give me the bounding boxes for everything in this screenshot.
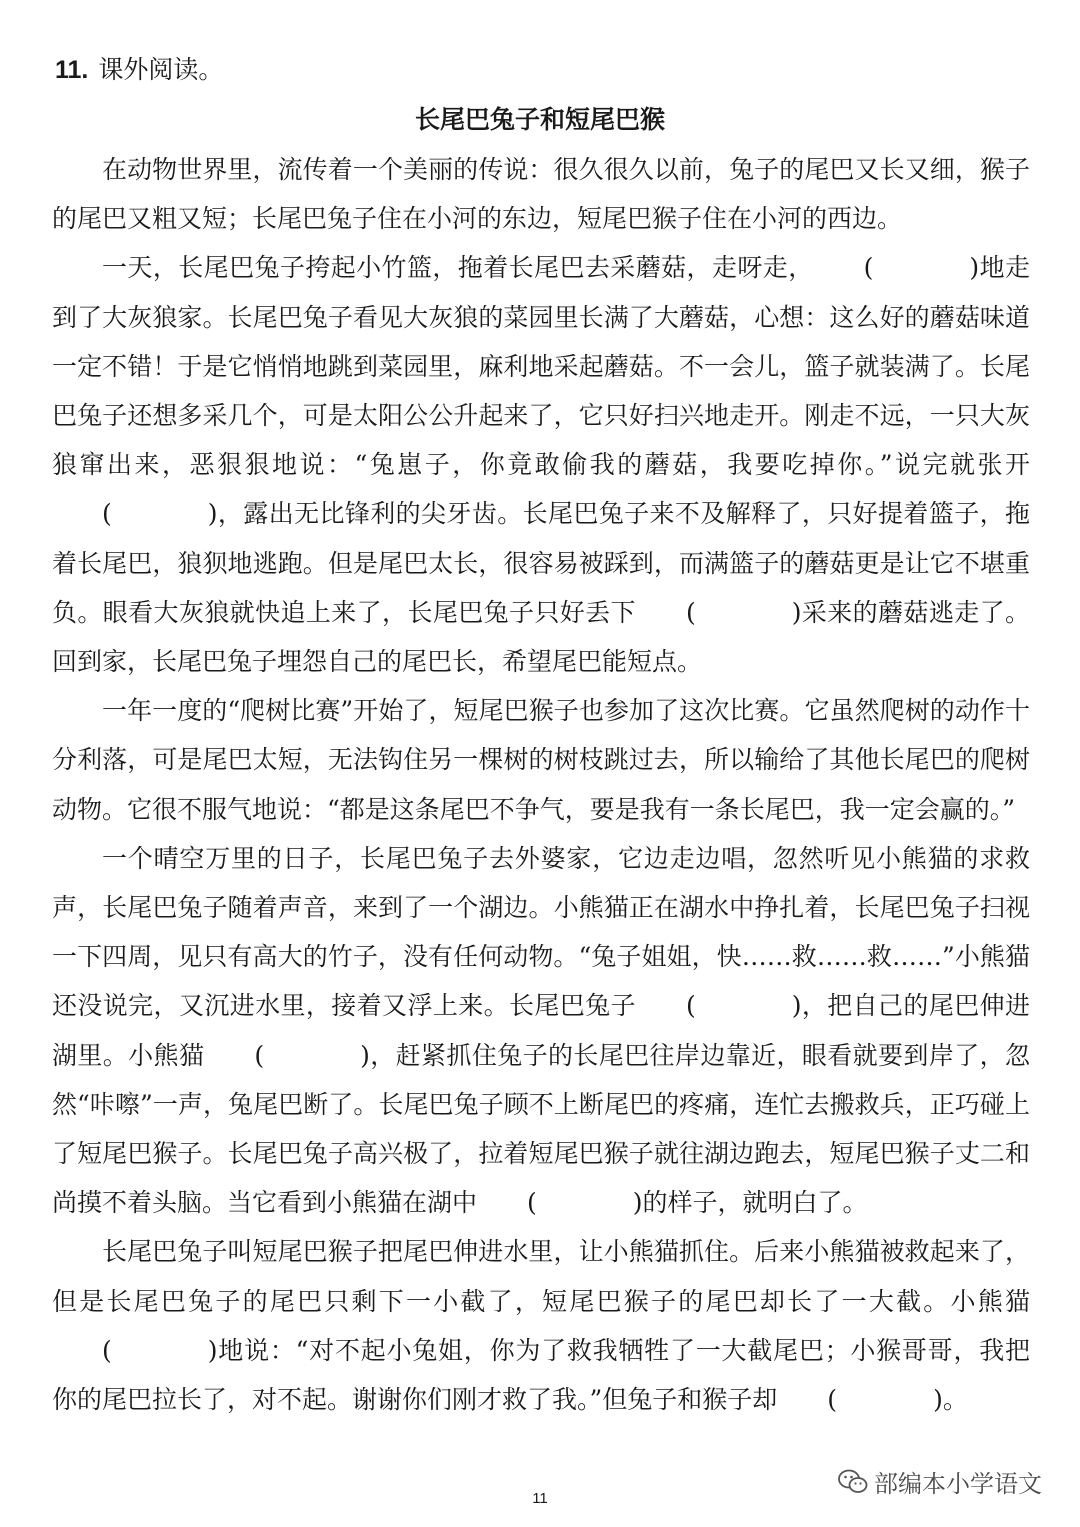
paragraph-text: 一年一度的“爬树比赛”开始了，短尾巴猴子也参加了这次比赛。它虽然爬树的动作十分利落，可是尾巴太短，无法钩住另一棵树的树枝跳过去，所以输给了其他长尾巴的爬树动物。它很不服气地说：“都是这条尾巴不争气，要是我有一条长尾巴，我一定会赢的。” (52, 696, 1030, 824)
page-number: 11 (532, 1490, 548, 1507)
paragraph-text: 。 (942, 1385, 968, 1415)
paragraph-text: ，露出无比锋利的尖牙齿。长尾巴兔子来不及解释了，只好提着篮子，拖着长尾巴，狼狈地逃跑。但是尾巴太长，很容易被踩到，而满篮子的蘑菇更是让它不堪重负。眼看大灰狼就快追上来了，长尾巴兔子只好丢下 (52, 499, 1030, 627)
story-paragraph (52, 1227, 1030, 1424)
paragraph-text: 地说：“对不起小兔姐，你为了救我牺牲了一大截尾巴；小猴哥哥，我把你的尾巴拉长了，对不起。谢谢你们刚才救了我。”但兔子和猴子却 (52, 1335, 1030, 1415)
answer-blank[interactable]: ( ) (827, 1385, 943, 1415)
paragraph-text: 一个晴空万里的日子，长尾巴兔子去外婆家，它边走边唱，忽然听见小熊猫的求救声，长尾巴兔子随着声音，来到了一个湖边。小熊猫正在湖水中挣扎着，长尾巴兔子扫视一下四周，见只有高大的竹子，没有任何动物。“兔子姐姐，快……救……救……”小熊猫还没说完，又沉进水里，接着又浮上来。长尾巴兔子 (52, 843, 1030, 1021)
paragraph-text: ，把自己的尾巴伸进湖里。小熊猫 (52, 991, 1030, 1070)
story-body (52, 145, 1030, 1424)
paragraph-text: 一天，长尾巴兔子挎起小竹篮，拖着长尾巴去采蘑菇，走呀走， (102, 253, 814, 283)
answer-blank[interactable]: ( ) (685, 991, 802, 1021)
answer-blank[interactable]: ( ) (254, 1040, 370, 1070)
wechat-logo-icon (838, 1469, 868, 1495)
wechat-watermark (838, 1464, 1042, 1499)
answer-blank[interactable]: ( ) (685, 597, 802, 627)
answer-blank[interactable]: ( ) (863, 253, 980, 283)
paragraph-text: ，赶紧抓住兔子的长尾巴往岸边靠近，眼看就要到岸了，忽然“咔嚓”一声，兔尾巴断了。长尾巴兔子顾不上断尾巴的疼痛，连忙去搬救兵，正巧碰上了短尾巴猴子。长尾巴兔子高兴极了，拉着短尾巴猴子就往湖边跑去，短尾巴猴子丈二和尚摸不着头脑。当它看到小熊猫在湖中 (52, 1040, 1030, 1218)
paragraph-text: 地走到了大灰狼家。长尾巴兔子看见大灰狼的菜园里长满了大蘑菇，心想：这么好的蘑菇味道一定不错！于是它悄悄地跳到菜园里，麻利地采起蘑菇。不一会儿，篮子就装满了。长尾巴兔子还想多采几个，可是太阳公公升起来了，它只好扫兴地走开。刚走不远，一只大灰狼窜出来，恶狠狠地说：“兔崽子，你竟敢偷我的蘑菇，我要吃掉你。”说完就张开 (52, 253, 1030, 480)
answer-blank[interactable]: ( ) (102, 1335, 218, 1365)
question-label: 课外阅读。 (98, 55, 224, 84)
story-paragraph (52, 243, 1030, 686)
watermark-text: 部编本小学语文 (874, 1470, 1042, 1498)
story-paragraph (52, 686, 1030, 834)
answer-blank[interactable]: ( ) (102, 499, 218, 529)
answer-blank[interactable]: ( ) (527, 1188, 643, 1218)
paragraph-text: 长尾巴兔子叫短尾巴猴子把尾巴伸进水里，让小熊猫抓住。后来小熊猫被救起来了，但是长尾巴兔子的尾巴只剩下一小截了，短尾巴猴子的尾巴却长了一大截。小熊猫 (52, 1237, 1030, 1316)
story-paragraph (52, 145, 1030, 243)
story-title: 长尾巴兔子和短尾巴猴 (414, 105, 665, 134)
paragraph-text: 在动物世界里，流传着一个美丽的传说：很久很久以前，兔子的尾巴又长又细，猴子的尾巴又粗又短；长尾巴兔子住在小河的东边，短尾巴猴子住在小河的西边。 (52, 155, 1030, 234)
question-number: 11. (55, 56, 89, 84)
paragraph-text: 采来的蘑菇逃走了。回到家，长尾巴兔子埋怨自己的尾巴长，希望尾巴能短点。 (52, 597, 1030, 677)
story-paragraph (52, 834, 1030, 1228)
question-heading (55, 50, 223, 86)
paragraph-text: 的样子，就明白了。 (642, 1188, 868, 1218)
